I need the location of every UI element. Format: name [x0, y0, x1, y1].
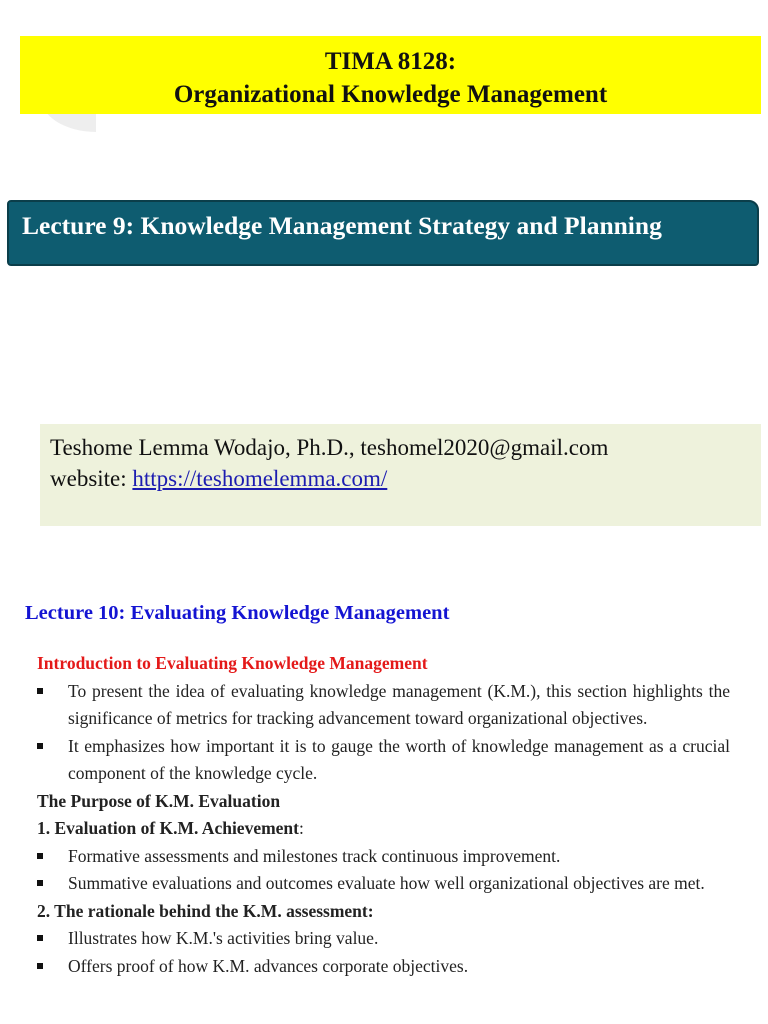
list-item — [37, 870, 730, 898]
bullet-text: Summative evaluations and outcomes evaluate how well organizational objectives are met. — [68, 873, 705, 893]
list-item — [37, 953, 730, 981]
course-title-banner — [20, 36, 761, 114]
subsection-2-bullet-list — [37, 925, 730, 980]
website-line — [50, 463, 761, 494]
lecture-10-content — [37, 650, 730, 980]
square-bullet-icon — [37, 963, 43, 969]
subsection-1-heading — [37, 815, 730, 843]
list-item — [37, 733, 730, 788]
bullet-text: To present the idea of evaluating knowledge management (K.M.), this section highlights the significance of metrics for tracking advancement toward organizational objectives. — [68, 680, 730, 728]
square-bullet-icon — [37, 935, 43, 941]
square-bullet-icon — [37, 743, 43, 749]
course-code: TIMA 8128: — [324, 48, 457, 75]
website-label: website: — [50, 466, 133, 491]
course-title: Organizational Knowledge Management — [173, 81, 608, 108]
list-item — [37, 925, 730, 953]
intro-heading: Introduction to Evaluating Knowledge Management — [37, 653, 428, 673]
list-item — [37, 843, 730, 871]
author-info-box — [40, 424, 761, 526]
purpose-heading: The Purpose of K.M. Evaluation — [37, 790, 281, 811]
subsection-1-title: 1. Evaluation of K.M. Achievement — [37, 818, 299, 838]
bullet-text: Illustrates how K.M.'s activities bring value. — [68, 928, 379, 948]
bullet-text: Formative assessments and milestones track continuous improvement. — [68, 845, 561, 866]
lecture-10-heading: Lecture 10: Evaluating Knowledge Management — [25, 602, 450, 624]
subsection-1-bullet-list — [37, 843, 730, 898]
bullet-text: It emphasizes how important it is to gauge the worth of knowledge management as a crucial component of the knowledge cycle. — [68, 735, 730, 783]
website-link[interactable]: https://teshomelemma.com/ — [132, 466, 388, 491]
intro-bullet-list — [37, 678, 730, 788]
list-item — [37, 678, 730, 733]
square-bullet-icon — [37, 853, 43, 859]
bullet-text: Offers proof of how K.M. advances corporate objectives. — [68, 955, 469, 976]
author-line: Teshome Lemma Wodajo, Ph.D., teshomel2020@gmail.com — [50, 435, 609, 460]
square-bullet-icon — [37, 880, 43, 886]
lecture-9-banner: Lecture 9: Knowledge Management Strategy and Planning — [7, 200, 759, 266]
square-bullet-icon — [37, 688, 43, 694]
subsection-1-colon: : — [299, 818, 304, 838]
subsection-2-heading: 2. The rationale behind the K.M. assessment: — [37, 900, 374, 921]
